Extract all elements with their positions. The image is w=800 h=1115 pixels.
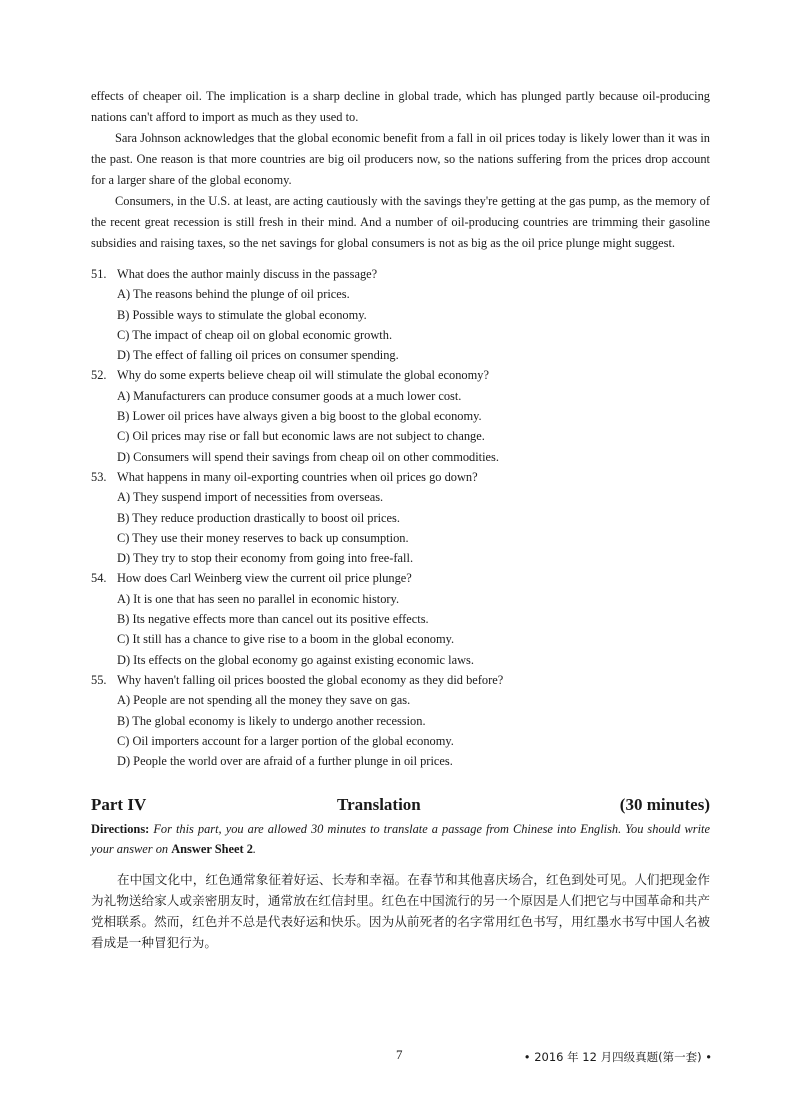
question-54 [91,568,710,669]
answer-option: B) Its negative effects more than cancel out its positive effects. [117,612,429,627]
answer-option: A) Manufacturers can produce consumer goods at a much lower cost. [117,388,462,403]
part-header [91,791,710,819]
part-label: Part IV [91,795,147,815]
answer-option: C) It still has a chance to give rise to a boom in the global economy. [117,632,455,647]
question-52 [91,365,710,466]
question-51 [91,264,710,365]
page-number: 7 [396,1047,403,1062]
answer-option: B) The global economy is likely to undergo another recession. [117,713,426,728]
question-55 [91,670,710,771]
answer-option: D) People the world over are afraid of a further plunge in oil prices. [117,754,453,769]
directions-end: . [252,842,257,857]
exam-page [91,86,710,953]
directions [91,819,710,859]
chinese-passage: 在中国文化中，红色通常象征着好运、长寿和幸福。在春节和其他喜庆场合，红色到处可见。人们把现金作为礼物送给家人或亲密朋友时，通常放在红信封里。红色在中国流行的另一个原因是人们把它与中国革命和共产党相联系。然而，红色并不总是代表好运和快乐。因为从前死者的名字常用红色书写，用红墨水书写中国人名被看成是一种冒犯行为。 [91,872,710,951]
question-text: Why do some experts believe cheap oil will stimulate the global economy? [117,368,489,383]
answer-option: D) The effect of falling oil prices on consumer spending. [117,348,399,363]
passage-paragraph: effects of cheaper oil. The implication is a sharp decline in global trade, which has plunged partly because oil-producing nations can't afford to import as much as they used to. [91,89,710,124]
question-text: How does Carl Weinberg view the current oil price plunge? [117,571,412,586]
question-53 [91,467,710,568]
answer-option: D) They try to stop their economy from going into free-fall. [117,551,414,566]
footer-info: • 2016 年 12 月四级真题(第一套) • [523,1050,712,1064]
passage-paragraph: Consumers, in the U.S. at least, are acting cautiously with the savings they're getting at the gas pump, as the memory of the recent great recession is still fresh in their mind. And a number of oil-producing countries are trimming their gasoline subsidies and raising taxes, so the net savings for global consumers is not as big as the oil price plunge might suggest. [91,194,710,250]
answer-sheet-ref: Answer Sheet 2 [171,842,253,857]
question-number: 51. [91,267,107,281]
question-number: 55. [91,672,107,687]
answer-option: A) People are not spending all the money they save on gas. [117,693,411,708]
part-time: (30 minutes) [619,795,710,815]
reading-passage [91,86,710,254]
answer-option: C) They use their money reserves to back up consumption. [117,530,409,545]
answer-option: D) Consumers will spend their savings from cheap oil on other commodities. [117,449,499,464]
question-text: What happens in many oil-exporting countries when oil prices go down? [117,469,478,484]
answer-option: C) Oil importers account for a larger portion of the global economy. [117,733,454,748]
answer-option: A) They suspend import of necessities from overseas. [117,490,384,505]
question-text: Why haven't falling oil prices boosted the global economy as they did before? [117,672,504,687]
answer-option: A) It is one that has seen no parallel in economic history. [117,591,400,606]
question-text: What does the author mainly discuss in the passage? [117,267,378,281]
part-title: Translation [337,795,421,815]
passage-paragraph: Sara Johnson acknowledges that the global economic benefit from a fall in oil prices today is likely lower than it was in the past. One reason is that more countries are big oil producers now, so the nations suffering from the prices drop account for a larger share of the global economy. [91,131,710,187]
answer-option: C) Oil prices may rise or fall but economic laws are not subject to change. [117,429,485,444]
question-number: 52. [91,368,107,383]
answer-option: B) Possible ways to stimulate the global economy. [117,307,367,322]
answer-option: D) Its effects on the global economy go against existing economic laws. [117,652,474,667]
question-number: 54. [91,571,107,586]
answer-option: B) Lower oil prices have always given a big boost to the global economy. [117,409,482,424]
answer-option: A) The reasons behind the plunge of oil prices. [117,287,350,302]
directions-text: For this part, you are allowed 30 minutes to translate a passage from Chinese into English. You should write your answer on [91,822,710,857]
answer-option: C) The impact of cheap oil on global economic growth. [117,327,393,342]
question-list [91,264,710,771]
answer-option: B) They reduce production drastically to boost oil prices. [117,510,400,525]
directions-label: Directions: [91,822,150,837]
question-number: 53. [91,469,107,484]
